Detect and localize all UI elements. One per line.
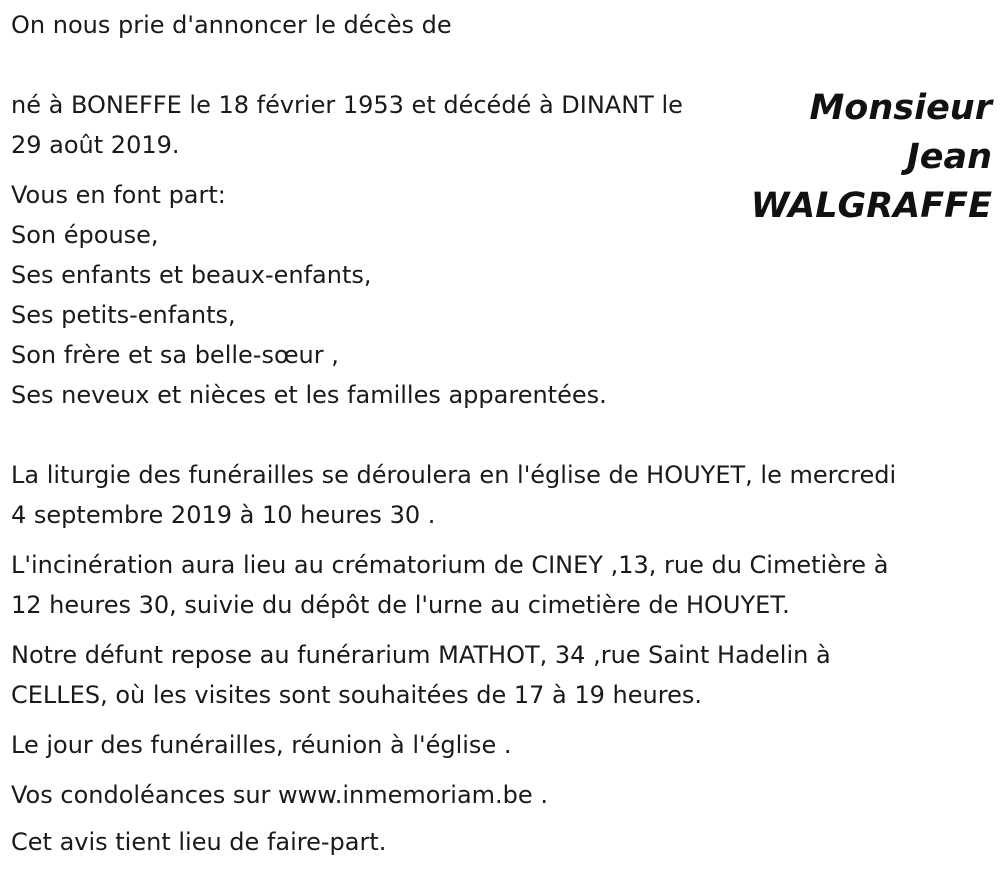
meeting-text: Le jour des funérailles, réunion à l'église .	[11, 731, 512, 759]
deceased-first-name: Jean	[906, 137, 992, 177]
deceased-title: Monsieur	[809, 88, 992, 128]
deceased-last-name: WALGRAFFE	[750, 186, 992, 226]
liturgy-line-1: La liturgie des funérailles se déroulera en l'église de HOUYET, le mercredi	[11, 461, 897, 489]
birth-death-line-2: 29 août 2019.	[11, 131, 180, 159]
condolences-text: Vos condoléances sur www.inmemoriam.be .	[11, 781, 548, 809]
cremation-line-2: 12 heures 30, suivie du dépôt de l'urne au cimetière de HOUYET.	[11, 591, 790, 619]
deceased-name	[751, 84, 992, 231]
family-member: Son frère et sa belle-sœur ,	[11, 341, 339, 369]
birth-death-line-1: né à BONEFFE le 18 février 1953 et décédé à DINANT le	[11, 91, 683, 119]
family-member: Son épouse,	[11, 221, 159, 249]
funeral-home-line-1: Notre défunt repose au funérarium MATHOT, 34 ,rue Saint Hadelin à	[11, 641, 831, 669]
family-member: Ses petits-enfants,	[11, 301, 236, 329]
liturgy-line-2: 4 septembre 2019 à 10 heures 30 .	[11, 501, 436, 529]
cremation-line-1: L'incinération aura lieu au crématorium de CINEY ,13, rue du Cimetière à	[11, 551, 889, 579]
intro-text: On nous prie d'annoncer le décès de	[11, 11, 452, 39]
family-member: Ses enfants et beaux-enfants,	[11, 261, 372, 289]
family-member: Ses neveux et nièces et les familles apparentées.	[11, 381, 607, 409]
family-intro: Vous en font part:	[11, 181, 226, 209]
funeral-home-line-2: CELLES, où les visites sont souhaitées de 17 à 19 heures.	[11, 681, 702, 709]
closing-text: Cet avis tient lieu de faire-part.	[11, 828, 387, 856]
